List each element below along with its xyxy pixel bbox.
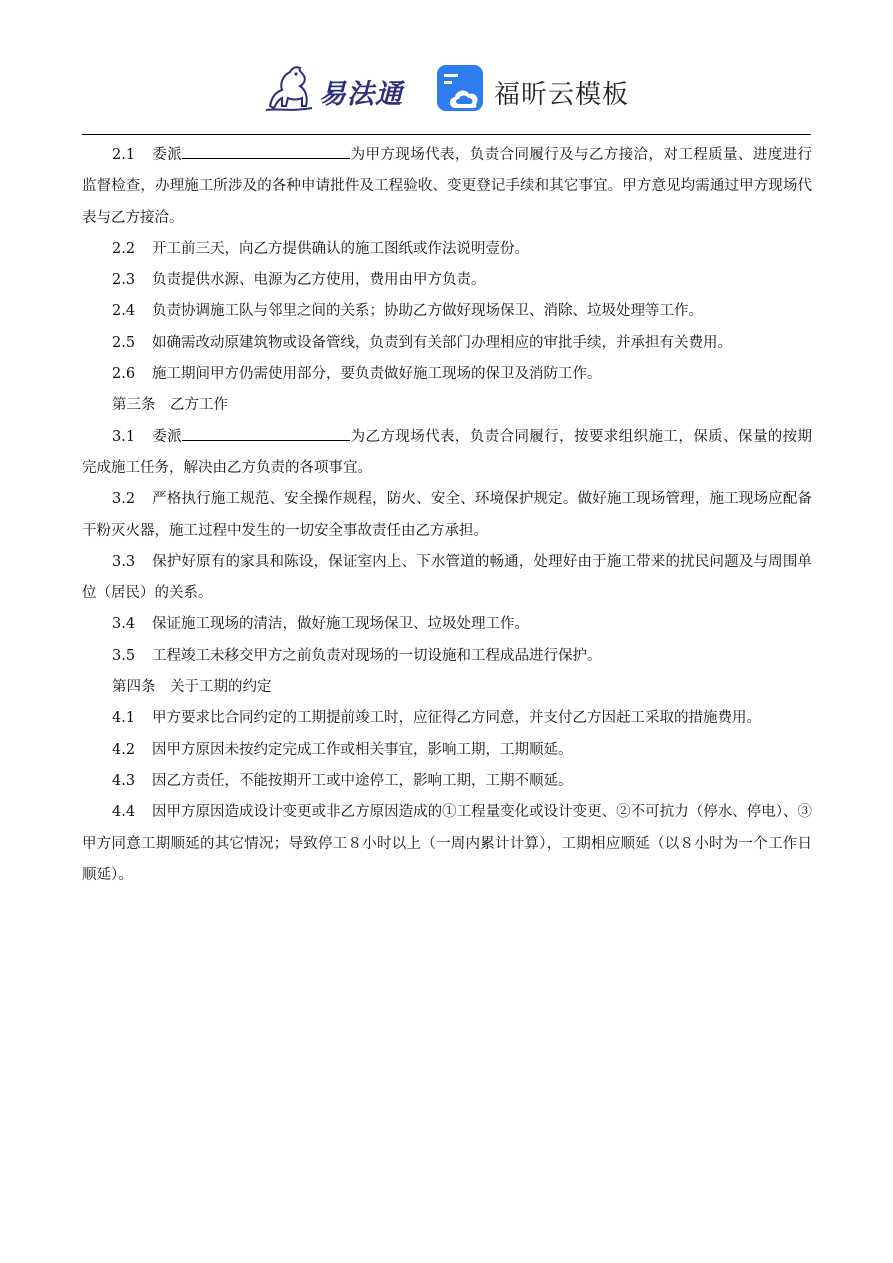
- clause-3-2: [82, 484, 812, 547]
- clause-text: 甲方要求比合同约定的工期提前竣工时，应征得乙方同意，并支付乙方因赶工采取的措施费用。: [152, 710, 761, 727]
- logo-right-text: 福昕云模板: [494, 80, 630, 110]
- clause-number: 2.4: [112, 303, 136, 320]
- yifatong-logo: [262, 62, 416, 118]
- clause-2-6: [82, 359, 812, 390]
- fill-in-blank[interactable]: [182, 144, 350, 159]
- clause-text: 为乙方现场代表，负责合同履行，按要求组织施工，保质、保量的按期完成施工任务，解决由乙方负责的各项事宜。: [82, 428, 813, 476]
- clause-4-4: [82, 797, 812, 891]
- clause-text: 负责协调施工队与邻里之间的关系；协助乙方做好现场保卫、消除、垃圾处理等工作。: [152, 303, 703, 320]
- clause-text: 施工期间甲方仍需使用部分，要负责做好施工现场的保卫及消防工作。: [152, 366, 602, 383]
- clause-text: 负责提供水源、电源为乙方使用，费用由甲方负责。: [152, 272, 486, 289]
- horse-icon: [262, 62, 318, 118]
- clause-3-5: [82, 641, 812, 672]
- clause-2-4: [82, 296, 812, 327]
- clause-2-2: [82, 234, 812, 265]
- clause-number: 3.2: [112, 491, 136, 508]
- clause-number: 2.5: [112, 334, 136, 351]
- clause-number: 3.4: [112, 616, 136, 633]
- clause-text: 如确需改动原建筑物或设备管线，负责到有关部门办理相应的审批手续，并承担有关费用。: [152, 334, 732, 351]
- fill-in-blank[interactable]: [182, 426, 350, 441]
- clause-4-2: [82, 735, 812, 766]
- article-heading: [82, 672, 812, 703]
- clause-number: 2.3: [112, 272, 136, 289]
- cloud-doc-icon: [436, 64, 486, 114]
- clause-text: 因乙方责任，不能按期开工或中途停工，影响工期，工期不顺延。: [152, 772, 573, 789]
- clause-text: 保证施工现场的清洁，做好施工现场保卫、垃圾处理工作。: [152, 616, 529, 633]
- clause-3-3: [82, 547, 812, 610]
- fuxin-logo: [436, 64, 636, 120]
- clause-text: 第三条 乙方工作: [112, 397, 228, 414]
- clause-4-3: [82, 766, 812, 797]
- clause-number: 4.3: [112, 772, 136, 789]
- clause-number: 4.2: [112, 741, 136, 758]
- clause-text: 保护好原有的家具和陈设，保证室内上、下水管道的畅通，处理好由于施工带来的扰民问题及与周围单位（居民）的关系。: [82, 553, 812, 602]
- clause-3-4: [82, 609, 812, 640]
- document-body: [82, 140, 812, 891]
- page-header: [0, 58, 893, 124]
- logo-left-text: 易法通: [319, 79, 403, 110]
- clause-text: 开工前三天，向乙方提供确认的施工图纸或作法说明壹份。: [152, 240, 529, 257]
- clause-prefix: 委派: [152, 147, 183, 163]
- clause-number: 4.1: [112, 710, 136, 727]
- clause-text: 工程竣工未移交甲方之前负责对现场的一切设施和工程成品进行保护。: [152, 647, 602, 664]
- clause-number: 2.6: [112, 366, 136, 383]
- clause-3-1: [82, 422, 812, 485]
- clause-number: 3.5: [112, 647, 136, 664]
- clause-text: 因甲方原因造成设计变更或非乙方原因造成的①工程量变化或设计变更、②不可抗力（停水、停电）、③甲方同意工期顺延的其它情况；导致停工８小时以上（一周内累计计算），工期相应顺延（以８小时为一个工作日顺延）。: [82, 804, 812, 883]
- article-heading: [82, 390, 812, 421]
- clause-number: 2.1: [112, 147, 136, 163]
- clause-number: 3.3: [112, 553, 136, 570]
- clause-2-3: [82, 265, 812, 296]
- clause-text: 第四条 关于工期的约定: [112, 679, 272, 696]
- clause-4-1: [82, 703, 812, 734]
- clause-text: 严格执行施工规范、安全操作规程，防火、安全、环境保护规定。做好施工现场管理，施工现场应配备干粉灭火器，施工过程中发生的一切安全事故责任由乙方承担。: [82, 491, 812, 539]
- clause-number: 3.1: [112, 428, 136, 445]
- clause-text: 因甲方原因未按约定完成工作或相关事宜，影响工期，工期顺延。: [152, 741, 573, 758]
- header-divider: [82, 134, 811, 135]
- clause-2-1: [82, 140, 812, 234]
- clause-number: 2.2: [112, 240, 136, 257]
- clause-number: 4.4: [112, 804, 136, 821]
- clause-prefix: 委派: [152, 428, 183, 445]
- clause-text: 为甲方现场代表，负责合同履行及与乙方接洽，对工程质量、进度进行监督检查，办理施工所涉及的各种申请批件及工程验收、变更登记手续和其它事宜。甲方意见均需通过甲方现场代表与乙方接洽。: [82, 147, 813, 226]
- clause-2-5: [82, 328, 812, 359]
